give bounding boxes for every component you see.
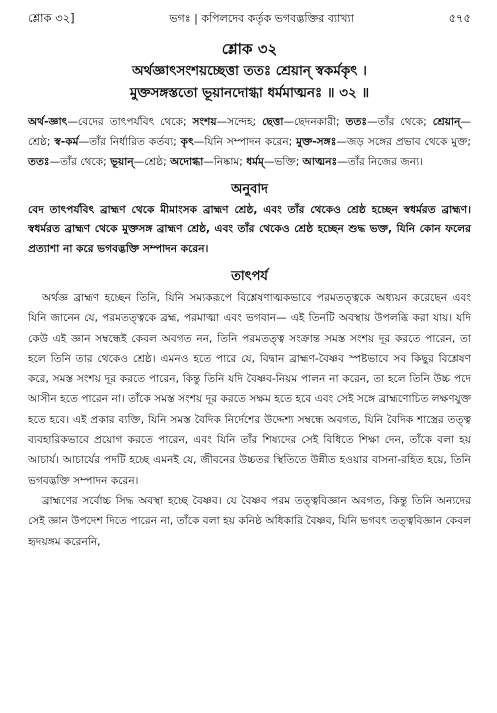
- synonym-meaning: —তাঁর নিজের জন্য।: [337, 156, 423, 169]
- synonym-meaning: —জড় সঙ্গের প্রভাব থেকে মুক্ত;: [336, 136, 471, 149]
- synonym-term: ছেত্তা: [262, 116, 284, 128]
- verse-text: [28, 60, 471, 104]
- purport-heading: তাৎপর্য: [231, 269, 268, 284]
- translation-text: বেদ তাৎপর্যবিৎ ব্রাহ্মণ থেকে মীমাংসক ব্রাহ্মণ শ্রেষ্ঠ, এবং তাঁর থেকেও শ্রেষ্ঠ হচ্ছেন স্বধর্মরত ব্রাহ্মণ। স্বধর্মরত ব্রাহ্মণ থেকে মুক্তসঙ্গ ব্রাহ্মণ শ্রেষ্ঠ, এবং তাঁর থেকেও শ্রেষ্ঠ হচ্ছেন শুদ্ধ ভক্ত, যিনি কোন ফলের প্রত্যাশা না করে ভগবদ্ভক্তি সম্পাদন করেন।: [28, 203, 471, 256]
- word-synonyms: [28, 112, 471, 173]
- synonym-meaning: —সন্দেহ;: [216, 116, 263, 128]
- synonym-term: মুক্ত-সঙ্গঃ: [296, 136, 337, 149]
- page-number: ৫৭৫: [448, 11, 471, 25]
- synonym-term: আত্মনঃ: [302, 156, 338, 169]
- synonym-term: অর্থ-জ্ঞাৎ: [28, 116, 68, 128]
- synonym-meaning: —ভক্তি;: [263, 156, 303, 169]
- synonym-term: অদোগ্ধা: [170, 156, 204, 169]
- header-chapter-title: ভগঃ | কপিলদেব কর্তৃক ভগবদ্ভক্তির ব্যাখ্যা: [169, 12, 354, 25]
- synonym-term: ভূয়ান্: [110, 156, 134, 169]
- synonym-term: ততঃ: [28, 156, 50, 169]
- verse-line: অর্থজ্ঞাৎসংশয়চ্ছেত্তা ততঃ শ্রেয়ান্ স্বকর্মকৃৎ ।: [131, 63, 368, 79]
- purport-text: [28, 288, 471, 552]
- verse-line: মুক্তসঙ্গস্ততো ভূয়ানদোগ্ধা ধর্মমাত্মনঃ ॥ ৩২ ॥: [129, 85, 370, 101]
- translation-heading: অনুবাদ: [231, 181, 268, 197]
- purport-paragraph: অর্থজ্ঞ ব্রাহ্মণ হচ্ছেন তিনি, যিনি সম্যকরূপে বিশ্লেষণাত্মকভাবে পরমতত্ত্বকে অধ্যয়ন করেছেন এবং যিনি জানেন যে, পরমতত্ত্বকে ব্রহ্ম, পরমাত্মা এবং ভগবান— এই তিনটি অবস্থায় উপলব্ধি করা যায়। যদি কেউ এই জ্ঞান সম্বন্ধেই কেবল অবগত নন, তিনি পরমতত্ত্ব সংক্রান্ত সমস্ত সংশয় দূর করতে পারেন, তা হলে তিনি তার থেকেও শ্রেষ্ঠ। এমনও হতে পারে যে, বিদ্বান ব্রাহ্মণ-বৈষ্ণব স্পষ্টভাবে সব কিছুর বিশ্লেষণ করে, সমস্ত সংশয় দূর করতে পারেন, কিন্তু তিনি যদি বৈষ্ণব-নিয়ম পালন না করেন, তা হলে তিনি উচ্চ পদে আসীন হতে পারেন না। তাঁকে সমস্ত সংশয় দূর করতে সক্ষম হতে হবে এবং সেই সঙ্গে ব্রাহ্মণোচিত লক্ষণযুক্ত হতে হবে। এই প্রকার ব্যক্তি, যিনি সমস্ত বৈদিক নির্দেশের উদ্দেশ্য সম্বন্ধে অবগত, যিনি বৈদিক শাস্ত্রের তত্ত্ব ব্যবহারিকভাবে প্রয়োগ করতে পারেন, এবং যিনি তাঁর শিষ্যদের সেই বিধিতে শিক্ষা দেন, তাঁকে বলা হয় আচার্য। আচার্যের পদটি হচ্ছে এমনই যে, জীবনের উচ্চতর স্থিতিতে উন্নীত হওয়ার বাসনা-রহিত হয়ে, তিনি ভগবদ্ভক্তি সম্পাদন করেন।: [28, 292, 471, 487]
- purport-paragraph: ব্রাহ্মণের সর্বোচ্চ সিদ্ধ অবস্থা হচ্ছে বৈষ্ণব। যে বৈষ্ণব পরম তত্ত্ববিজ্ঞান অবগত, কিন্তু তিনি অন্যদের সেই জ্ঞান উপদেশ দিতে পারেন না, তাঁকে বলা হয় কনিষ্ঠ অধিকারি বৈষ্ণব, যিনি ভগবৎ তত্ত্ববিজ্ঞান কেবল হৃদয়ঙ্গম করেননি,: [28, 494, 471, 548]
- synonym-term: স্ব-কর্ম: [54, 136, 79, 149]
- synonym-meaning: —তাঁর থেকে;: [49, 156, 111, 169]
- synonym-meaning: —নিষ্কাম;: [203, 156, 247, 169]
- synonym-meaning: —যিনি সম্পাদন করেন;: [193, 136, 297, 149]
- synonym-term: সংশয়: [192, 116, 217, 128]
- running-header: [28, 0, 471, 34]
- synonym-meaning: —শ্রেষ্ঠ;: [28, 116, 472, 149]
- synonym-term: ধর্মম্: [246, 156, 264, 169]
- synonym-term: শ্রেয়ান্: [432, 116, 461, 128]
- verse-number-heading: শ্লোক ৩২: [221, 40, 278, 58]
- synonym-term: ততঃ: [345, 116, 368, 128]
- synonym-meaning: —বেদের তাৎপর্যবিৎ থেকে;: [67, 116, 193, 128]
- synonym-meaning: —তাঁর নির্ধারিত কর্তব্য;: [78, 136, 181, 149]
- synonym-meaning: —শ্রেষ্ঠ;: [133, 156, 171, 169]
- synonym-meaning: —তাঁর থেকে;: [367, 116, 433, 128]
- header-verse-ref: শ্লোক ৩২]: [28, 11, 75, 25]
- synonym-term: কৃৎ: [180, 136, 194, 149]
- synonym-meaning: —ছেদনকারী;: [283, 116, 346, 128]
